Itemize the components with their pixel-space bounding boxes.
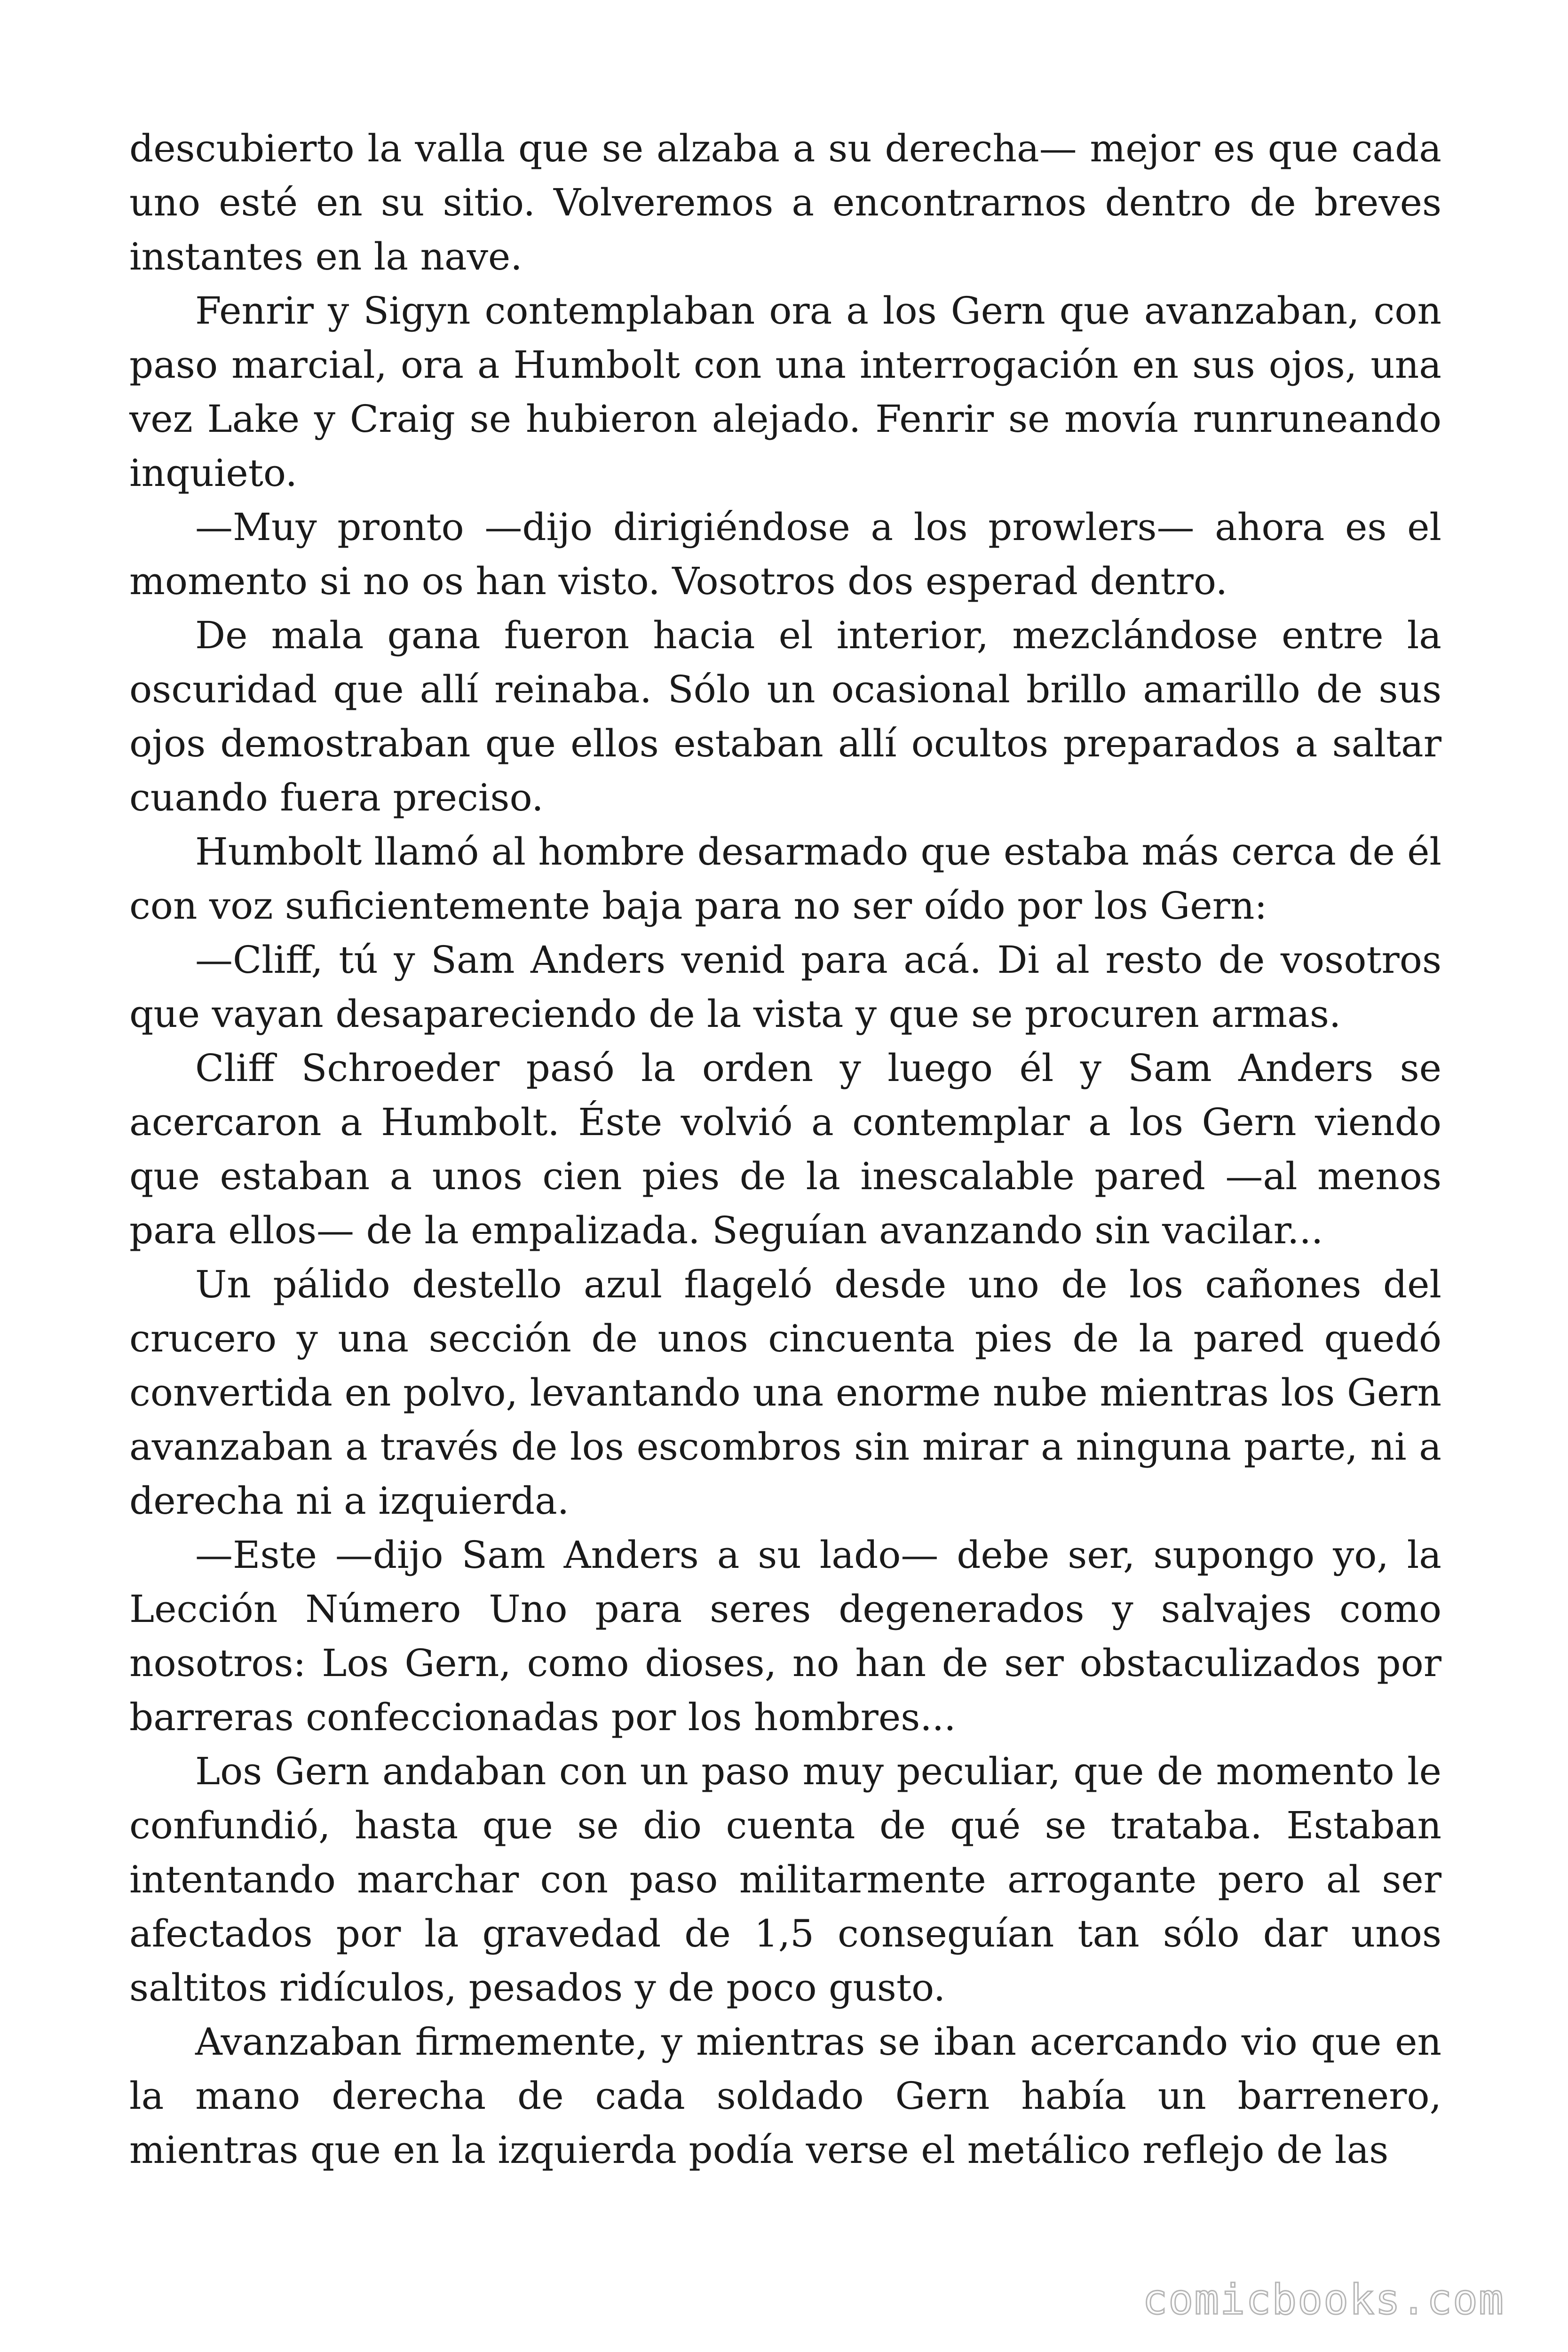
paragraph-2: Fenrir y Sigyn contemplaban ora a los Gern que avanzaban, con paso marcial, ora a Humbolt con una interrogación en sus ojos, una vez Lake y Craig se hubieron alejado. Fenrir se movía runruneando inquieto.: [129, 289, 1441, 495]
paragraph-6: —Cliff, tú y Sam Anders venid para acá. Di al resto de vosotros que vayan desapareciendo de la vista y que se procuren armas.: [129, 938, 1441, 1036]
paragraph-3: —Muy pronto —dijo dirigiéndose a los prowlers— ahora es el momento si no os han visto. Vosotros dos esperad dentro.: [129, 505, 1441, 603]
paragraph-4: De mala gana fueron hacia el interior, mezclándose entre la oscuridad que allí reinaba. Sólo un ocasional brillo amarillo de sus ojos demostraban que ellos estaban allí ocultos preparados a saltar cuando fuera preciso.: [129, 613, 1441, 819]
paragraph-10: Los Gern andaban con un paso muy peculiar, que de momento le confundió, hasta que se dio cuenta de qué se trataba. Estaban intentando marchar con paso militarmente arrogante pero al ser afectados por la gravedad de 1,5 conseguían tan sólo dar unos saltitos ridículos, pesados y de poco gusto.: [129, 1749, 1441, 2010]
paragraph-9: —Este —dijo Sam Anders a su lado— debe ser, supongo yo, la Lección Número Uno para seres degenerados y salvajes como nosotros: Los Gern, como dioses, no han de ser obstaculizados por barreras confeccionadas por los hombres...: [129, 1533, 1441, 1739]
page-text: [129, 121, 1441, 2177]
paragraph-1: descubierto la valla que se alzaba a su derecha— mejor es que cada uno esté en su sitio. Volveremos a encontrarnos dentro de breves instantes en la nave.: [129, 127, 1441, 278]
paragraph-8: Un pálido destello azul flageló desde uno de los cañones del crucero y una sección de unos cincuenta pies de la pared quedó convertida en polvo, levantando una enorme nube mientras los Gern avanzaban a través de los escombros sin mirar a ninguna parte, ni a derecha ni a izquierda.: [129, 1263, 1441, 1523]
paragraph-11: Avanzaban firmemente, y mientras se iban acercando vio que en la mano derecha de cada soldado Gern había un barrenero, mientras que en la izquierda podía verse el metálico reflejo de las: [129, 2020, 1441, 2172]
paragraph-7: Cliff Schroeder pasó la orden y luego él y Sam Anders se acercaron a Humbolt. Éste volvió a contemplar a los Gern viendo que estaban a unos cien pies de la inescalable pared —al menos para ellos— de la empalizada. Seguían avanzando sin vacilar...: [129, 1046, 1441, 1252]
watermark: comicbooks.com: [1142, 2275, 1505, 2324]
paragraph-5: Humbolt llamó al hombre desarmado que estaba más cerca de él con voz suficientemente baja para no ser oído por los Gern:: [129, 830, 1441, 928]
